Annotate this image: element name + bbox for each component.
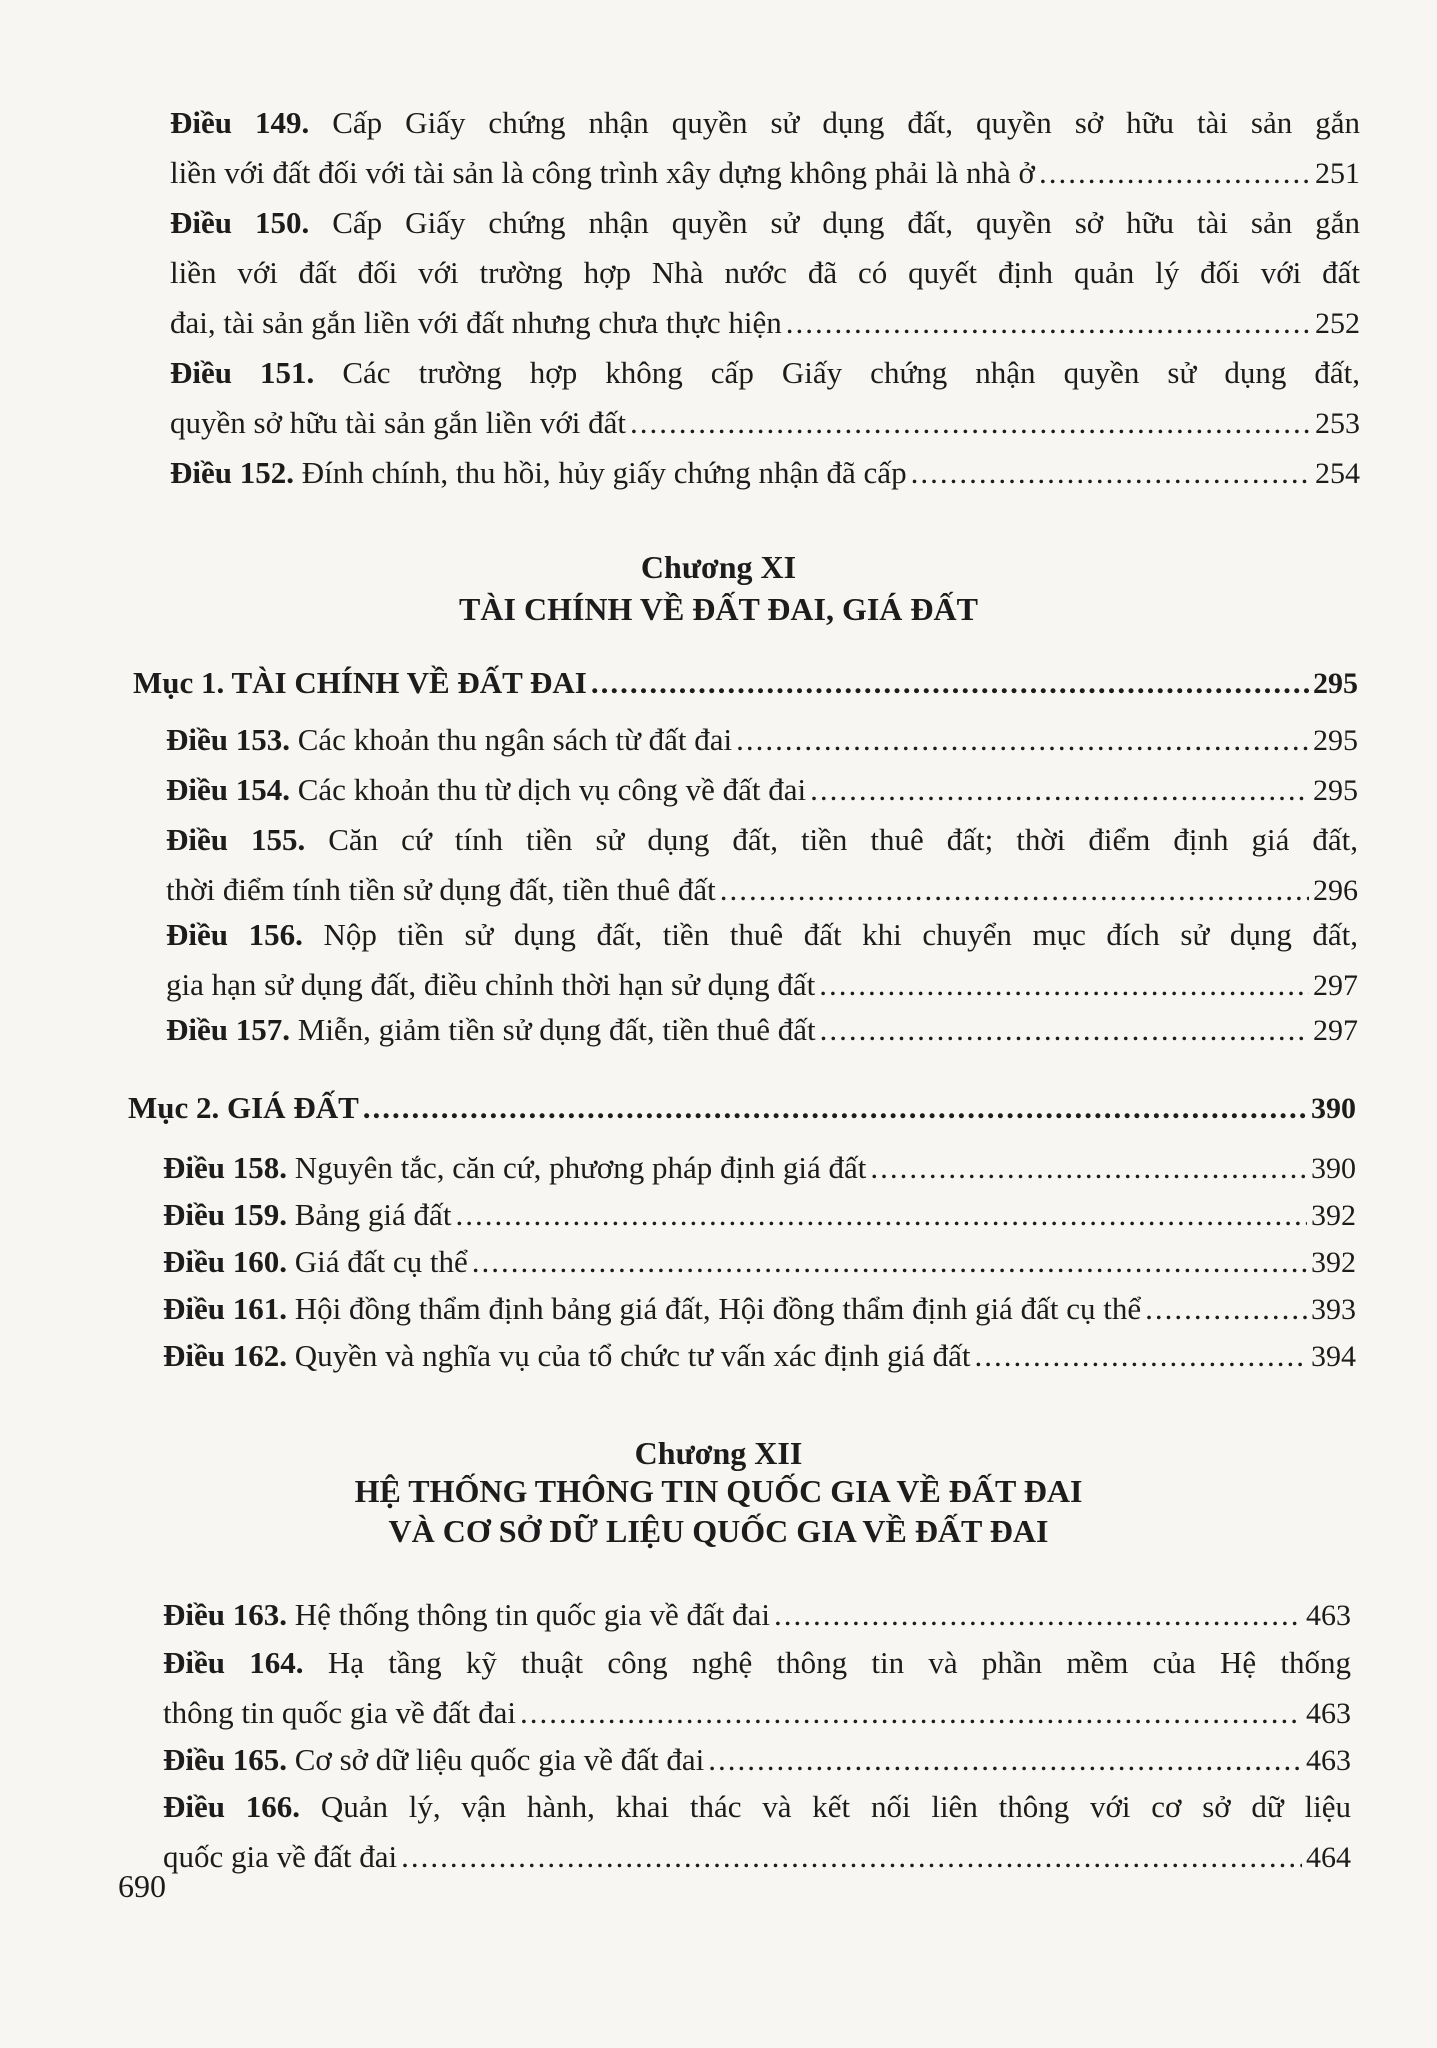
page-ref: 463	[1306, 1697, 1351, 1730]
page-ref: 296	[1313, 874, 1358, 907]
entry-text: liền với đất đối với trường hợp Nhà nước đã có quyết định quản lý đối với đất	[170, 255, 1360, 290]
page-ref: 392	[1311, 1246, 1356, 1279]
toc-entry	[163, 1638, 1351, 1738]
toc-entry	[166, 815, 1358, 915]
page-ref: 392	[1311, 1199, 1356, 1232]
toc-entry	[170, 98, 1360, 198]
entry-text: Nguyên tắc, căn cứ, phương pháp định giá đất	[294, 1150, 867, 1185]
article-label: Điều 157.	[166, 1012, 290, 1047]
toc-entry	[166, 1005, 1358, 1055]
entry-text: quốc gia về đất đai	[163, 1839, 398, 1874]
page-ref: 464	[1306, 1841, 1351, 1874]
toc-entry	[170, 348, 1360, 448]
toc-entry	[163, 1590, 1351, 1640]
article-label: Điều 166.	[163, 1789, 301, 1824]
article-label: Điều 161.	[163, 1291, 287, 1326]
entry-text: liền với đất đối với tài sản là công trình xây dựng không phải là nhà ở	[170, 155, 1035, 190]
toc-section	[133, 658, 1358, 708]
article-label: Điều 154.	[166, 772, 290, 807]
entry-text: thời điểm tính tiền sử dụng đất, tiền thuê đất	[166, 872, 716, 907]
chapter-title: HỆ THỐNG THÔNG TIN QUỐC GIA VỀ ĐẤT ĐAI	[354, 1473, 1083, 1509]
page-ref: 252	[1315, 307, 1360, 340]
page-ref: 295	[1313, 667, 1358, 700]
chapter-number: Chương XII	[634, 1435, 803, 1471]
article-label: Điều 165.	[163, 1742, 287, 1777]
article-label: Điều 160.	[163, 1244, 287, 1279]
entry-text: Bảng giá đất	[294, 1197, 452, 1232]
section-label: Mục 1. TÀI CHÍNH VỀ ĐẤT ĐAI	[133, 665, 587, 700]
article-label: Điều 163.	[163, 1597, 287, 1632]
entry-text: Các khoản thu ngân sách từ đất đai	[297, 722, 733, 757]
entry-text: Nộp tiền sử dụng đất, tiền thuê đất khi chuyển mục đích sử dụng đất,	[323, 917, 1359, 952]
toc-entry	[163, 1735, 1351, 1785]
entry-text: Cơ sở dữ liệu quốc gia về đất đai	[294, 1742, 705, 1777]
article-label: Điều 150.	[170, 205, 310, 240]
toc-entry	[163, 1143, 1356, 1193]
page-ref: 390	[1311, 1092, 1356, 1125]
entry-text: Đính chính, thu hồi, hủy giấy chứng nhận đã cấp	[301, 455, 907, 490]
page-ref: 295	[1313, 724, 1358, 757]
page-ref: 390	[1311, 1152, 1356, 1185]
article-label: Điều 151.	[170, 355, 315, 390]
entry-text: Các trường hợp không cấp Giấy chứng nhận quyền sử dụng đất,	[342, 355, 1361, 390]
toc-entry	[170, 448, 1360, 498]
entry-text: Hội đồng thẩm định bảng giá đất, Hội đồng thẩm định giá đất cụ thể	[294, 1291, 1142, 1326]
entry-text: thông tin quốc gia về đất đai	[163, 1695, 516, 1730]
page-ref: 251	[1315, 157, 1360, 190]
article-label: Điều 162.	[163, 1338, 287, 1373]
toc-entry	[170, 198, 1360, 348]
page-ref: 253	[1315, 407, 1360, 440]
page-number: 690	[118, 1868, 166, 1904]
entry-text: Quản lý, vận hành, khai thác và kết nối liên thông với cơ sở dữ liệu	[320, 1789, 1352, 1824]
page-ref: 297	[1313, 1014, 1358, 1047]
page-ref: 463	[1306, 1599, 1351, 1632]
article-label: Điều 155.	[166, 822, 306, 857]
entry-text: gia hạn sử dụng đất, điều chỉnh thời hạn sử dụng đất	[166, 967, 816, 1002]
article-label: Điều 149.	[170, 105, 310, 140]
article-label: Điều 159.	[163, 1197, 287, 1232]
entry-text: đai, tài sản gắn liền với đất nhưng chưa thực hiện	[170, 305, 782, 340]
entry-text: Cấp Giấy chứng nhận quyền sử dụng đất, quyền sở hữu tài sản gắn	[332, 205, 1361, 240]
page-ref: 463	[1306, 1744, 1351, 1777]
article-label: Điều 156.	[166, 917, 303, 952]
entry-text: Hạ tầng kỹ thuật công nghệ thông tin và phần mềm của Hệ thống	[327, 1645, 1352, 1680]
section-label: Mục 2. GIÁ ĐẤT	[128, 1090, 359, 1125]
entry-text: Căn cứ tính tiền sử dụng đất, tiền thuê đất; thời điểm định giá đất,	[328, 822, 1358, 857]
entry-text: Cấp Giấy chứng nhận quyền sử dụng đất, quyền sở hữu tài sản gắn	[332, 105, 1361, 140]
toc-entry	[166, 765, 1358, 815]
entry-text: Giá đất cụ thể	[294, 1244, 468, 1279]
toc-entry	[166, 715, 1358, 765]
page-ref: 295	[1313, 774, 1358, 807]
entry-text: Các khoản thu từ dịch vụ công về đất đai	[297, 772, 807, 807]
entry-text: Miễn, giảm tiền sử dụng đất, tiền thuê đất	[297, 1012, 816, 1047]
toc-entry	[163, 1190, 1356, 1240]
article-label: Điều 164.	[163, 1645, 304, 1680]
article-label: Điều 152.	[170, 455, 294, 490]
page-ref: 254	[1315, 457, 1360, 490]
article-label: Điều 153.	[166, 722, 290, 757]
entry-text: Hệ thống thông tin quốc gia về đất đai	[294, 1597, 770, 1632]
toc-entry	[163, 1782, 1351, 1882]
page-ref: 297	[1313, 969, 1358, 1002]
chapter-title: TÀI CHÍNH VỀ ĐẤT ĐAI, GIÁ ĐẤT	[459, 591, 978, 627]
chapter-title: VÀ CƠ SỞ DỮ LIỆU QUỐC GIA VỀ ĐẤT ĐAI	[388, 1513, 1049, 1549]
entry-text: Quyền và nghĩa vụ của tổ chức tư vấn xác định giá đất	[294, 1338, 971, 1373]
toc-entry	[163, 1331, 1356, 1381]
page-ref: 394	[1311, 1340, 1356, 1373]
toc-entry	[166, 910, 1358, 1010]
entry-text: quyền sở hữu tài sản gắn liền với đất	[170, 405, 626, 440]
toc-entry	[163, 1237, 1356, 1287]
article-label: Điều 158.	[163, 1150, 287, 1185]
toc-section	[128, 1083, 1356, 1133]
chapter-number: Chương XI	[640, 549, 797, 585]
page-ref: 393	[1311, 1293, 1356, 1326]
toc-entry	[163, 1284, 1356, 1334]
